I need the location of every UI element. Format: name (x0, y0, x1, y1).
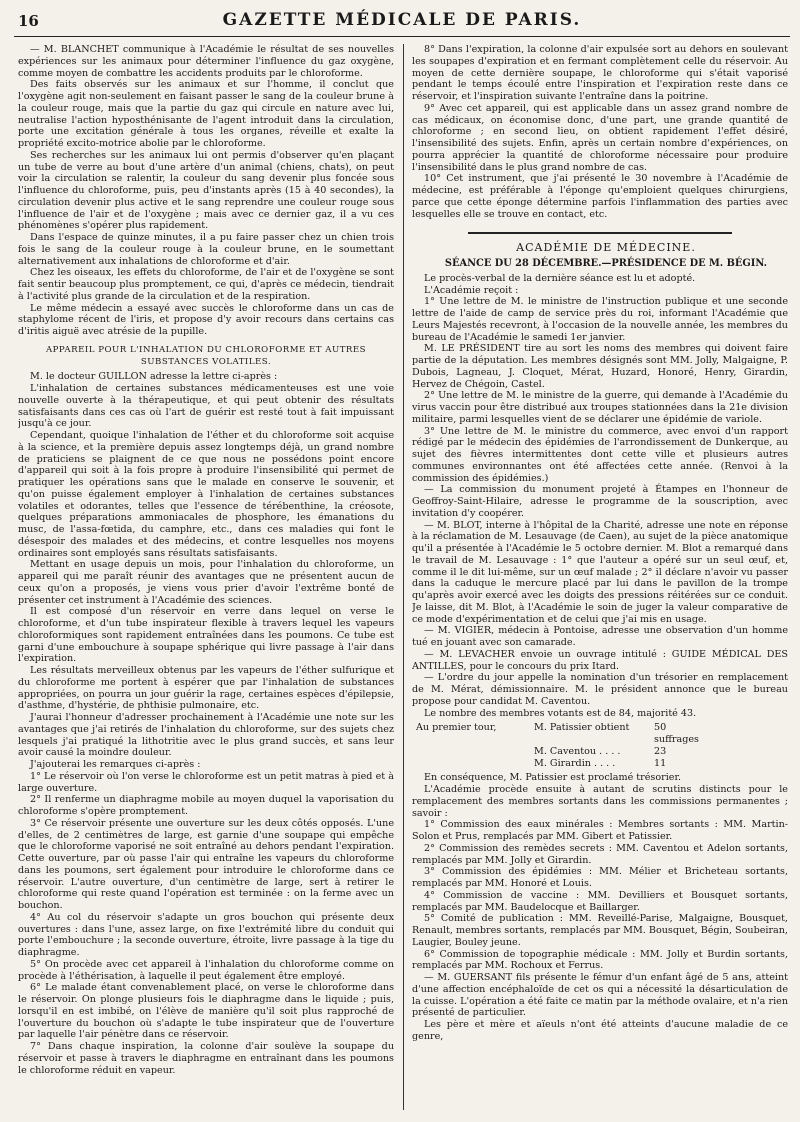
paragraph: 3° Une lettre de M. le ministre du commerce, avec envoi d'un rapport rédigé par le médecin des épidémies de l'arrondissement de Dunkerque, au sujet des fièvres intermittentes dont cette ville et plusieurs autres communes environnantes ont été affectées cette année. (Renvoi à la commission des épidémies.) (412, 425, 788, 484)
paragraph: En conséquence, M. Patissier est proclamé trésorier. (424, 772, 682, 784)
paragraph: 6° Le malade étant convenablement placé, on verse le chloroforme dans le réservoir. On plonge plusieurs fois le diaphragme dans le liquide ; puis, lorsqu'il en est imbibé, on l'élève de manière qu'il soit plus rapproché de l'ouverture du bouchon où s'adapte le tube inspirateur que de l'ouverture par laquelle l'air pénètre dans ce réservoir. (18, 982, 394, 1041)
journal-title: GAZETTE MÉDICALE DE PARIS. (222, 10, 582, 30)
paragraph: 1° Commission des eaux minérales : Membres sortants : MM. Martin-Solon et Prus, remplacés par MM. Gibert et Patissier. (412, 819, 788, 842)
paragraph: Chez les oiseaux, les effets du chloroforme, de l'air et de l'oxygène se sont fait sentir beaucoup plus promptement, ce qui, d'après ce médecin, tiendrait à l'activité plus grande de la circulation et de la respiration. (18, 267, 394, 302)
paragraph: 4° Au col du réservoir s'adapte un gros bouchon qui présente deux ouvertures : dans l'une, assez large, on fixe l'extrémité libre du conduit qui porte l'embouchure ; la seconde ouverture, étroite, livre passage à la tige du diaphragme. (18, 911, 394, 958)
paragraph: 5° Comité de publication : MM. Reveillé-Parise, Malgaigne, Bousquet, Renault, membres sortants, remplacés par MM. Bousquet, Bégin, Soubeiran, Laugier, Bouley jeune. (412, 913, 788, 948)
vote-count: 23 (654, 745, 667, 757)
right-column (412, 44, 788, 1110)
paragraph: 8° Dans l'expiration, la colonne d'air expulsée sort au dehors en soulevant les soupapes d'expiration et en fermant complètement celle du réservoir. Au moyen de cette dernière soupape, le chloroforme qui s'était vaporisé pendant le temps écoulé entre l'inspiration et l'expiration reste dans ce réservoir, et l'inspiration suivante l'entraîne dans la poitrine. (412, 44, 788, 102)
paragraph: Dans l'espace de quinze minutes, il a pu faire passer chez un chien trois fois le sang de la couleur rouge à la couleur brune, en le soumettant alternativement aux inhalations de chloroforme et d'air. (18, 232, 394, 267)
paragraph: Cependant, quoique l'inhalation de l'éther et du chloroforme soit acquise à la science, et la première depuis assez longtemps déjà, un grand nombre de praticiens se plaignent de ce que nous ne possédons point encore d'appareil qui soit à la fois propre à produire l'insensibilité qui permet de pratiquer les opérations sans que le malade en conserve le souvenir, et qu'on puisse également employer à l'inhalation de certaines substances volatiles et odorantes, telles que l'essence de térébenthine, la créosote, quelques préparations ammoniacales de phosphore, les émanations du musc, de l'assa-fœtida, du camphre, etc., dans ces maladies qui font le désespoir des malades et des médecins, et contre lesquelles nos moyens ordinaires sont employés sans résultats satisfaisants. (18, 430, 394, 559)
paragraph: 2° Une lettre de M. le ministre de la guerre, qui demande à l'Académie du virus vaccin pour être distribué aux troupes stationnées dans la 21e division militaire, parmi lesquelles vient de se déclarer une épidémie de variole. (412, 390, 788, 425)
paragraph: L'Académie reçoit : (424, 284, 519, 296)
academy-title: ACADÉMIE DE MÉDECINE. (516, 241, 696, 255)
paragraph: — M. GUERSANT fils présente le fémur d'un enfant âgé de 5 ans, atteint d'une affection encéphaloïde de cet os qui a nécessité la désarticulation de la cuisse. L'opération a été faite ce matin par la méthode ovalaire, et n'a rien présenté de particulier. (412, 972, 788, 1019)
page-header (14, 8, 790, 37)
vote-name: M. Girardin . . . . (534, 757, 616, 769)
vote-results (416, 722, 788, 769)
vote-name: M. Caventou . . . . (534, 745, 621, 757)
session-subtitle: SÉANCE DU 28 DÉCEMBRE.—PRÉSIDENCE DE M. BÉGIN. (444, 258, 768, 269)
vote-intro: Au premier tour, (416, 722, 497, 734)
paragraph: Des faits observés sur les animaux et sur l'homme, il conclut que l'oxygène agit non-seulement en faisant passer le sang de la couleur brune à la couleur rouge, mais que la partie du gaz qui circule en nature avec lui, neutralise l'action hyposthénisante de l'agent introduit dans la circulation, porte une excitation générale à tous les organes, réveille et exalte la propriété excito-motrice abolie par le chloroforme. (18, 79, 394, 149)
paragraph: — M. BLANCHET communique à l'Académie le résultat de ses nouvelles expériences sur les animaux pour déterminer l'influence du gaz oxygène, comme moyen de combattre les accidents produits par le chloroforme. (18, 44, 394, 79)
paragraph: J'aurai l'honneur d'adresser prochainement à l'Académie une note sur les avantages que j'ai retirés de l'inhalation du chloroforme, sur des sujets chez lesquels j'ai pratiqué la lithotritie avec le plus grand succès, et sans leur avoir causé la moindre douleur. (18, 712, 394, 759)
paragraph: 2° Commission des remèdes secrets : MM. Caventou et Adelon sortants, remplacés par MM. Jolly et Girardin. (412, 842, 788, 866)
paragraph: — L'ordre du jour appelle la nomination d'un trésorier en remplacement de M. Mérat, démissionnaire. M. le président annonce que le bureau propose pour candidat M. Caventou. (412, 672, 788, 707)
vote-count: 50 suffrages (654, 722, 699, 745)
paragraph: 3° Commission des épidémies : MM. Mélier et Bricheteau sortants, remplacés par MM. Honoré et Louis. (412, 866, 788, 889)
paragraph: L'Académie procède ensuite à autant de scrutins distincts pour le remplacement des membres sortants dans les commissions permanentes ; savoir : (412, 784, 788, 819)
paragraph: Mettant en usage depuis un mois, pour l'inhalation du chloroforme, un appareil qui me paraît réunir des avantages que ne présentent aucun de ceux qu'on a proposés, je viens vous prier d'avoir l'extrême bonté de présenter cet instrument à l'Académie des sciences. (18, 559, 394, 606)
paragraph: Ses recherches sur les animaux lui ont permis d'observer qu'en plaçant un tube de verre au bout d'une artère d'un animal (chiens, chats), on peut voir la circulation se ralentir, la couleur du sang devenir plus foncée sous l'influence du chloroforme, puis, peu d'instants après (15 à 40 secondes), la circulation devenir plus active et le sang reprendre une couleur rouge sous l'influence de l'air et de l'oxygène ; mais avec ce dernier gaz, il a vu ces phénomènes s'opérer plus rapidement. (18, 149, 394, 232)
vote-count: 11 (654, 757, 667, 769)
paragraph: J'ajouterai les remarques ci-après : (30, 759, 201, 770)
paragraph: M. le docteur GUILLON adresse la lettre ci-après : (30, 371, 278, 383)
paragraph: Le même médecin a essayé avec succès le chloroforme dans un cas de staphylome récent de l'iris, et propose d'y avoir recours dans certains cas d'iritis aiguë avec atrésie de la pupille. (18, 302, 394, 337)
paragraph: 6° Commission de topographie médicale : MM. Jolly et Burdin sortants, remplacés par MM. Rochoux et Ferrus. (412, 948, 788, 972)
paragraph: 7° Dans chaque inspiration, la colonne d'air soulève la soupape du réservoir et passe à travers le diaphragme en entraînant dans les poumons le chloroforme réduit en vapeur. (18, 1041, 394, 1076)
paragraph: 5° On procède avec cet appareil à l'inhalation du chloroforme comme on procède à l'éthérisation, à laquelle il peut également être employé. (18, 958, 394, 982)
page-number: 16 (18, 12, 39, 30)
paragraph: — M. VIGIER, médecin à Pontoise, adresse une observation d'un homme tué en jouant avec son camarade. (412, 625, 788, 648)
paragraph: 1° Le réservoir où l'on verse le chloroforme est un petit matras à pied et à large ouverture. (18, 770, 394, 794)
paragraph: 3° Ce réservoir présente une ouverture sur les deux côtés opposés. L'une d'elles, de 2 centimètres de large, est garnie d'une soupape qui empêche que le chloroforme vaporisé ne soit entraîné au dehors pendant l'expiration. Cette ouverture, par où passe l'air qui entraîne les vapeurs du chloroforme dans les poumons, sert également pour introduire le chloroforme dans ce réservoir. L'autre ouverture, d'un centimètre de large, sert à retirer le chloroforme qui reste quand l'opération est terminée : on la ferme avec un bouchon. (18, 817, 394, 911)
paragraph: 2° Il renferme un diaphragme mobile au moyen duquel la vaporisation du chloroforme s'opère promptement. (18, 794, 394, 817)
vote-name: M. Patissier obtient (534, 722, 630, 734)
section-heading: APPAREIL POUR L'INHALATION DU CHLOROFORME ET AUTRES SUBSTANCES VOLATILES. (45, 344, 367, 367)
paragraph: L'inhalation de certaines substances médicamenteuses est une voie nouvelle ouverte à la thérapeutique, et qui peut obtenir des résultats satisfaisants dans ces cas où l'art de guérir est resté tout à fait impuissant jusqu'à ce jour. (18, 383, 394, 430)
column-divider (403, 44, 404, 1110)
section-rule (468, 232, 731, 234)
paragraph: Le nombre des membres votants est de 84, majorité 43. (424, 707, 697, 719)
paragraph: M. LE PRÉSIDENT tire au sort les noms des membres qui doivent faire partie de la députation. Les membres désignés sont MM. Jolly, Malgaigne, P. Dubois, Lagneau, J. Cloquet, Mérat, Huzard, Honoré, Henry, Girardin, Hervez de Chégoin, Castel. (412, 343, 788, 390)
paragraph: Il est composé d'un réservoir en verre dans lequel on verse le chloroforme, et d'un tube inspirateur flexible à travers lequel les vapeurs chloroformiques sont rapidement entraînées dans les poumons. Ce tube est garni d'une embouchure à soupape sphérique qui livre passage à l'air dans l'expiration. (18, 606, 394, 665)
left-column (18, 44, 394, 1110)
paragraph: Les père et mère et aïeuls n'ont été atteints d'aucune maladie de ce genre, (412, 1019, 788, 1042)
paragraph: 4° Commission de vaccine : MM. Devilliers et Bousquet sortants, remplacés par MM. Baudelocque et Baillarger. (412, 889, 788, 913)
paragraph: 10° Cet instrument, que j'ai présenté le 30 novembre à l'Académie de médecine, est préférable à l'éponge qu'emploient quelques chirurgiens, parce que cette éponge détermine parfois l'inflammation des parties avec lesquelles elle se trouve en contact, etc. (412, 173, 788, 220)
paragraph: 1° Une lettre de M. le ministre de l'instruction publique et une seconde lettre de l'aide de camp de service près du roi, informant l'Académie que Leurs Majestés recevront, à l'occasion de la nouvelle année, les membres du bureau de l'Académie le samedi 1er janvier. (412, 296, 788, 343)
paragraph: — La commission du monument projeté à Étampes en l'honneur de Geoffroy-Saint-Hilaire, adresse le programme de la souscription, avec invitation d'y coopérer. (412, 484, 788, 519)
paragraph: — M. BLOT, interne à l'hôpital de la Charité, adresse une note en réponse à la réclamation de M. Lesauvage (de Caen), au sujet de la pièce anatomique qu'il a présentée à l'Académie le 5 octobre dernier. M. Blot a remarqué dans le travail de M. Lesauvage : 1° que l'auteur a opéré sur un seul œuf, et, comme il le dit lui-même, sur un œuf malade ; 2° il déclare n'avoir vu passer dans la caduque le mercure placé par lui dans le pavillon de la trompe qu'après avoir exercé avec les doigts des pressions réitérées sur ce conduit. Je laisse, dit M. Blot, à l'Académie le soin de juger la valeur comparative de ce mode d'expérimentation et de celui que j'ai mis en usage. (412, 519, 788, 625)
paragraph: — M. LEVACHER envoie un ouvrage intitulé : GUIDE MÉDICAL DES ANTILLES, pour le concours du prix Itard. (412, 648, 788, 672)
paragraph: Le procès-verbal de la dernière séance est lu et adopté. (424, 272, 696, 284)
paragraph: 9° Avec cet appareil, qui est applicable dans un assez grand nombre de cas médicaux, on économise donc, d'une part, une grande quantité de chloroforme ; en second lieu, on obtient rapidement l'effet désiré, l'insensibilité des sujets. Enfin, après un certain nombre d'expériences, on pourra apprécier la quantité de chloroforme nécessaire pour produire l'insensibilité dans le plus grand nombre de cas. (412, 102, 788, 173)
paragraph: Les résultats merveilleux obtenus par les vapeurs de l'éther sulfurique et du chloroforme me portent à espérer que par l'inhalation de substances appropriées, on pourra un jour guérir la rage, certaines espèces d'épilepsie, d'asthme, d'hystérie, de phthisie pulmonaire, etc. (18, 665, 394, 712)
